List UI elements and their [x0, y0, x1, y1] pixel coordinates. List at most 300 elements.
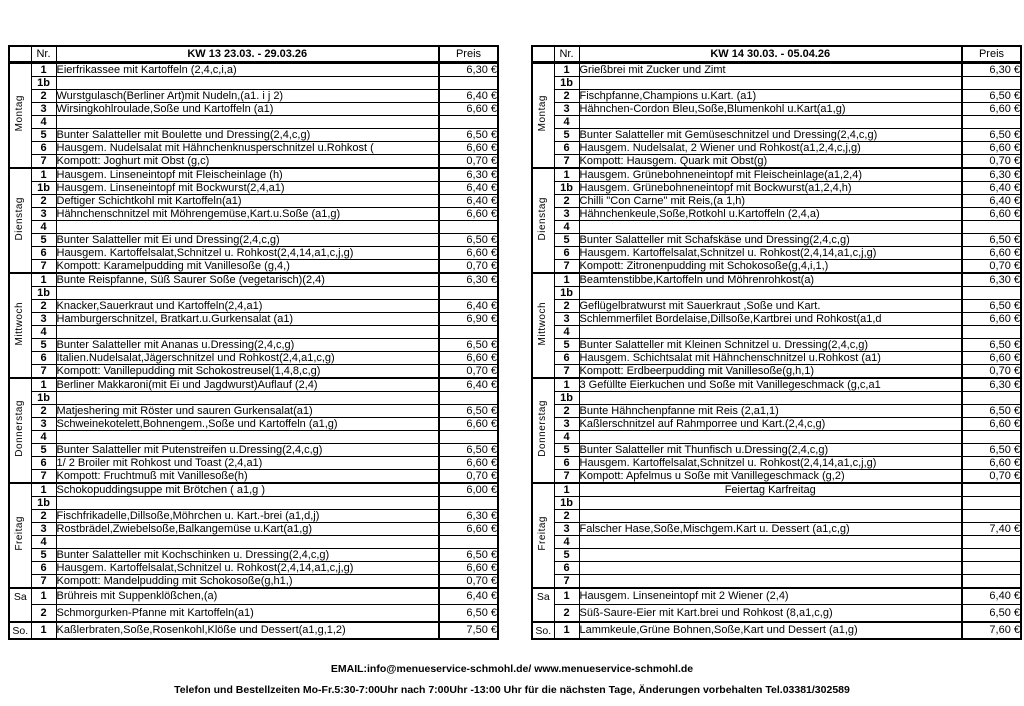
dish-price: 6,00 € [439, 483, 498, 497]
menu-row [9, 128, 498, 141]
header-day-spacer [532, 46, 554, 62]
menu-row [9, 220, 498, 233]
dish-name: Kompott: Erdbeerpudding mit Vanillesoße(g,h,1) [579, 364, 962, 378]
dish-name [56, 496, 439, 509]
row-number: 3 [31, 102, 56, 115]
row-number: 2 [554, 509, 579, 522]
row-number: 6 [31, 561, 56, 574]
menu-row [9, 443, 498, 456]
menu-row [9, 535, 498, 548]
menu-table-week-2 [531, 45, 1022, 640]
day-label: Donnerstag [14, 400, 26, 457]
menu-row [9, 115, 498, 128]
menu-row [532, 378, 1021, 392]
dish-name [579, 325, 962, 338]
row-number: 2 [554, 299, 579, 312]
dish-name: Hamburgerschnitzel, Bratkart.u.Gurkensalat (a1) [56, 312, 439, 325]
dish-price [439, 430, 498, 443]
menu-row [9, 259, 498, 273]
dish-price: 7,40 € [962, 522, 1021, 535]
dish-price: 6,60 € [439, 207, 498, 220]
dish-name: Bunter Salatteller mit Ei und Dressing(2,4,c,g) [56, 233, 439, 246]
menu-row [9, 299, 498, 312]
row-number: 1 [31, 588, 56, 605]
dish-price: 6,60 € [439, 522, 498, 535]
dish-price: 0,70 € [439, 259, 498, 273]
dish-price: 6,60 € [439, 141, 498, 154]
row-number: 1 [554, 378, 579, 392]
menu-row [9, 364, 498, 378]
row-number: 2 [554, 194, 579, 207]
table-header-row [9, 46, 498, 62]
dish-name: Fischpfanne,Champions u.Kart. (a1) [579, 89, 962, 102]
dish-price: 6,50 € [962, 338, 1021, 351]
menu-row [532, 496, 1021, 509]
dish-price: 6,50 € [439, 404, 498, 417]
menu-row [532, 404, 1021, 417]
menu-row [532, 548, 1021, 561]
dish-name: Hausgem. Grünebohneneintopf mit Fleischeinlage(a1,2,4) [579, 168, 962, 182]
dish-price: 6,60 € [439, 102, 498, 115]
row-number: 1 [31, 378, 56, 392]
dish-name: Hausgem. Linseneintopf mit Bockwurst(2,4,a1) [56, 181, 439, 194]
dish-name: Hähnchenschnitzel mit Möhrengemüse,Kart.u.Soße (a1,g) [56, 207, 439, 220]
dish-name: Hausgem. Kartoffelsalat,Schnitzel u. Rohkost(2,4,14,a1,c,j,g) [579, 456, 962, 469]
menu-row [9, 338, 498, 351]
menu-row [532, 561, 1021, 574]
dish-name: Fischfrikadelle,Dillsoße,Möhrchen u. Kart.-brei (a1,d,j) [56, 509, 439, 522]
dish-name: Beamtenstibbe,Kartoffeln und Möhrenrohkost(a) [579, 273, 962, 287]
row-number: 2 [31, 404, 56, 417]
menu-row [532, 233, 1021, 246]
dish-price [439, 220, 498, 233]
dish-price: 6,50 € [962, 443, 1021, 456]
dish-name: Kompott: Karamelpudding mit Vanillesoße (g,4,) [56, 259, 439, 273]
row-number: 1b [31, 76, 56, 89]
dish-name [579, 509, 962, 522]
menu-row [532, 246, 1021, 259]
row-number: 1b [554, 181, 579, 194]
dish-name: Wurstgulasch(Berliner Art)mit Nudeln,(a1. i j 2) [56, 89, 439, 102]
row-number: 6 [554, 456, 579, 469]
dish-price [962, 574, 1021, 588]
row-number: 1 [31, 622, 56, 639]
menu-row [532, 588, 1021, 605]
menu-row [532, 325, 1021, 338]
row-number: 1 [554, 62, 579, 76]
dish-name [579, 115, 962, 128]
menu-row [532, 622, 1021, 639]
dish-name: Deftiger Schichtkohl mit Kartoffeln(a1) [56, 194, 439, 207]
dish-price: 0,70 € [962, 259, 1021, 273]
menu-row [532, 168, 1021, 182]
menu-row [532, 299, 1021, 312]
footer-email-line: EMAIL:info@menueservice-schmohl.de/ www.menueservice-schmohl.de [330, 663, 694, 675]
menu-row [9, 605, 498, 622]
dish-price: 6,60 € [962, 102, 1021, 115]
day-label: Dienstag [537, 196, 549, 241]
day-label-cell [9, 483, 31, 588]
row-number: 7 [31, 469, 56, 483]
day-label: Freitag [14, 516, 26, 551]
row-number: 7 [31, 574, 56, 588]
row-number: 1 [554, 168, 579, 182]
row-number: 6 [554, 141, 579, 154]
menu-row [532, 456, 1021, 469]
dish-price: 6,40 € [962, 588, 1021, 605]
menu-row [9, 89, 498, 102]
dish-price: 6,60 € [962, 141, 1021, 154]
day-label-cell [532, 273, 554, 378]
dish-price [962, 535, 1021, 548]
dish-price: 6,40 € [439, 194, 498, 207]
dish-name: Lammkeule,Grüne Bohnen,Soße,Kart und Dessert (a1,g) [579, 622, 962, 639]
dish-price [962, 391, 1021, 404]
dish-name [56, 391, 439, 404]
dish-price: 6,30 € [962, 273, 1021, 287]
row-number: 5 [31, 128, 56, 141]
dish-price [439, 286, 498, 299]
menu-row [9, 207, 498, 220]
row-number: 7 [554, 574, 579, 588]
dish-price [439, 535, 498, 548]
row-number: 6 [554, 351, 579, 364]
dish-price: 0,70 € [439, 574, 498, 588]
menu-row [9, 548, 498, 561]
row-number: 1 [554, 622, 579, 639]
menu-row [9, 417, 498, 430]
row-number: 5 [31, 443, 56, 456]
row-number: 6 [31, 246, 56, 259]
menu-row [532, 535, 1021, 548]
row-number: 5 [554, 128, 579, 141]
menu-row [532, 273, 1021, 287]
day-label-cell [9, 273, 31, 378]
row-number: 4 [554, 325, 579, 338]
row-number: 6 [31, 351, 56, 364]
dish-price [439, 496, 498, 509]
dish-name [579, 548, 962, 561]
dish-name: Feiertag Karfreitag [579, 483, 962, 497]
menu-row [9, 246, 498, 259]
row-number: 1 [31, 168, 56, 182]
dish-name [579, 76, 962, 89]
day-label-cell [9, 622, 31, 639]
dish-price [439, 76, 498, 89]
menu-row [532, 351, 1021, 364]
row-number: 3 [31, 207, 56, 220]
dish-name [579, 561, 962, 574]
dish-name: Italien.Nudelsalat,Jägerschnitzel und Rohkost(2,4,a1,c,g) [56, 351, 439, 364]
row-number: 5 [554, 548, 579, 561]
menu-row [9, 351, 498, 364]
row-number: 5 [31, 548, 56, 561]
day-label: Montag [537, 95, 549, 132]
dish-price: 6,60 € [962, 246, 1021, 259]
row-number: 7 [31, 154, 56, 168]
menu-row [9, 509, 498, 522]
dish-price: 0,70 € [962, 154, 1021, 168]
dish-name: Matjeshering mit Röster und sauren Gurkensalat(a1) [56, 404, 439, 417]
dish-name [579, 430, 962, 443]
menu-row [9, 378, 498, 392]
dish-name: Bunte Reispfanne, Süß Saurer Soße (vegetarisch)(2,4) [56, 273, 439, 287]
row-number: 2 [554, 605, 579, 622]
dish-price: 6,60 € [962, 207, 1021, 220]
dish-name: 3 Gefüllte Eierkuchen und Soße mit Vanillegeschmack (g,c,a1 [579, 378, 962, 392]
day-label-cell [532, 378, 554, 483]
dish-price: 6,60 € [962, 351, 1021, 364]
dish-price [962, 548, 1021, 561]
menu-row [532, 220, 1021, 233]
menu-row [532, 102, 1021, 115]
row-number: 3 [31, 312, 56, 325]
dish-name: Bunter Salatteller mit Thunfisch u.Dressing(2,4,c,g) [579, 443, 962, 456]
dish-name: Knacker,Sauerkraut und Kartoffeln(2,4,a1) [56, 299, 439, 312]
dish-price: 6,40 € [962, 181, 1021, 194]
day-label-cell [532, 62, 554, 168]
row-number: 4 [554, 220, 579, 233]
header-price: Preis [439, 46, 498, 62]
row-number: 1 [554, 483, 579, 497]
dish-name: Bunter Salatteller mit Kochschinken u. Dressing(2,4,c,g) [56, 548, 439, 561]
dish-name: Kompott: Hausgem. Quark mit Obst(g) [579, 154, 962, 168]
row-number: 5 [31, 338, 56, 351]
header-nr: Nr. [554, 46, 579, 62]
dish-price: 7,60 € [962, 622, 1021, 639]
menu-row [9, 168, 498, 182]
row-number: 6 [554, 561, 579, 574]
dish-name: Hausgem. Grünebohneneintopf mit Bockwurst(a1,2,4,h) [579, 181, 962, 194]
dish-name: Kompott: Joghurt mit Obst (g,c) [56, 154, 439, 168]
row-number: 4 [554, 535, 579, 548]
dish-price: 6,50 € [962, 299, 1021, 312]
menu-row [532, 89, 1021, 102]
row-number: 1b [554, 286, 579, 299]
row-number: 1b [554, 391, 579, 404]
dish-name: Schweinekotelett,Bohnengem.,Soße und Kartoffeln (a1,g) [56, 417, 439, 430]
row-number: 7 [31, 364, 56, 378]
menu-row [532, 62, 1021, 76]
dish-price: 0,70 € [439, 469, 498, 483]
table-header-row [532, 46, 1021, 62]
menu-row [9, 62, 498, 76]
dish-price: 6,30 € [439, 168, 498, 182]
menu-row [9, 430, 498, 443]
row-number: 4 [31, 325, 56, 338]
day-label-cell [532, 168, 554, 273]
row-number: 3 [554, 417, 579, 430]
menu-row [532, 443, 1021, 456]
row-number: 3 [554, 522, 579, 535]
row-number: 2 [31, 194, 56, 207]
dish-price: 0,70 € [439, 364, 498, 378]
dish-price: 6,30 € [962, 378, 1021, 392]
menu-row [9, 469, 498, 483]
dish-price: 7,50 € [439, 622, 498, 639]
menu-row [532, 312, 1021, 325]
dish-name: Kaßlerschnitzel auf Rahmporree und Kart.(2,4,c,g) [579, 417, 962, 430]
dish-price: 6,50 € [962, 233, 1021, 246]
menu-row [9, 273, 498, 287]
menu-row [532, 207, 1021, 220]
dish-name: Grießbrei mit Zucker und Zimt [579, 62, 962, 76]
dish-price: 0,70 € [962, 364, 1021, 378]
row-number: 2 [31, 605, 56, 622]
day-label: So. [535, 624, 552, 637]
menu-row [532, 574, 1021, 588]
dish-price [962, 561, 1021, 574]
dish-name: Bunter Salatteller mit Gemüseschnitzel und Dressing(2,4,c,g) [579, 128, 962, 141]
row-number: 4 [554, 115, 579, 128]
dish-name: Kompott: Apfelmus u Soße mit Vanillegeschmack (g,2) [579, 469, 962, 483]
menu-row [9, 391, 498, 404]
menu-row [9, 561, 498, 574]
dish-price [439, 325, 498, 338]
dish-name [56, 76, 439, 89]
dish-name: Bunter Salatteller mit Boulette und Dressing(2,4,c,g) [56, 128, 439, 141]
dish-name [579, 391, 962, 404]
dish-name: Hausgem. Schichtsalat mit Hähnchenschnitzel u.Rohkost (a1) [579, 351, 962, 364]
row-number: 2 [31, 509, 56, 522]
dish-name: Bunte Hähnchenpfanne mit Reis (2,a1,1) [579, 404, 962, 417]
header-day-spacer [9, 46, 31, 62]
dish-price: 6,30 € [962, 168, 1021, 182]
menu-row [532, 181, 1021, 194]
dish-name: Hausgem. Kartoffelsalat,Schnitzel u. Rohkost(2,4,14,a1,c,j,g) [56, 246, 439, 259]
menu-row [532, 391, 1021, 404]
menu-row [532, 154, 1021, 168]
dish-price: 6,50 € [439, 338, 498, 351]
row-number: 4 [31, 115, 56, 128]
dish-name: Bunter Salatteller mit Putenstreifen u.Dressing(2,4,c,g) [56, 443, 439, 456]
dish-price: 6,40 € [439, 588, 498, 605]
menu-row [532, 76, 1021, 89]
menu-row [9, 141, 498, 154]
menu-row [532, 483, 1021, 497]
dish-price: 6,60 € [439, 246, 498, 259]
day-label: Sa [13, 590, 27, 603]
footer-phone-line: Telefon und Bestellzeiten Mo-Fr.5:30-7:00Uhr nach 7:00Uhr -13:00 Uhr für die nächsten Tage, Änderungen vorbehalten Tel.03381/302589 [174, 684, 850, 696]
day-label: Mittwoch [537, 301, 549, 346]
day-label: So. [12, 624, 29, 637]
dish-name: Bunter Salatteller mit Ananas u.Dressing(2,4,c,g) [56, 338, 439, 351]
day-label-cell [532, 622, 554, 639]
row-number: 5 [31, 233, 56, 246]
day-label-cell [9, 168, 31, 273]
dish-price: 6,60 € [439, 456, 498, 469]
dish-price: 6,30 € [439, 509, 498, 522]
menu-row [532, 522, 1021, 535]
day-label: Dienstag [14, 196, 26, 241]
table-title: KW 13 23.03. - 29.03.26 [56, 46, 439, 62]
dish-price [962, 483, 1021, 497]
row-number: 7 [554, 469, 579, 483]
menu-row [532, 605, 1021, 622]
menu-row [532, 469, 1021, 483]
dish-name: Wirsingkohlroulade,Soße und Kartoffeln (a1) [56, 102, 439, 115]
dish-price [962, 325, 1021, 338]
dish-name: Rostbrädel,Zwiebelsoße,Balkangemüse u.Kart(a1,g) [56, 522, 439, 535]
menu-row [9, 102, 498, 115]
row-number: 1 [31, 273, 56, 287]
menu-row [9, 522, 498, 535]
dish-price: 6,40 € [439, 89, 498, 102]
menu-row [9, 622, 498, 639]
dish-price: 6,30 € [439, 62, 498, 76]
dish-name: Hausgem. Kartoffelsalat,Schnitzel u. Rohkost(2,4,14,a1,c,j,g) [579, 246, 962, 259]
day-label: Sa [536, 590, 550, 603]
menu-row [9, 286, 498, 299]
menu-row [532, 128, 1021, 141]
row-number: 1b [554, 76, 579, 89]
menu-row [532, 115, 1021, 128]
dish-price: 0,70 € [439, 154, 498, 168]
dish-price [962, 220, 1021, 233]
row-number: 2 [31, 299, 56, 312]
menu-row [9, 404, 498, 417]
menu-row [9, 181, 498, 194]
dish-name: Hausgem. Nudelsalat mit Hähnchenknusperschnitzel u.Rohkost ( [56, 141, 439, 154]
dish-price: 6,50 € [439, 605, 498, 622]
dish-price [962, 115, 1021, 128]
dish-name: Hähnchenkeule,Soße,Rotkohl u.Kartoffeln (2,4,a) [579, 207, 962, 220]
dish-name: Bunter Salatteller mit Kleinen Schnitzel u. Dressing(2,4,c,g) [579, 338, 962, 351]
row-number: 2 [31, 89, 56, 102]
dish-name: Geflügelbratwurst mit Sauerkraut ,Soße und Kart. [579, 299, 962, 312]
row-number: 7 [554, 154, 579, 168]
header-price: Preis [962, 46, 1021, 62]
dish-price: 6,50 € [962, 89, 1021, 102]
dish-price: 6,50 € [439, 548, 498, 561]
dish-name [56, 325, 439, 338]
row-number: 1b [31, 181, 56, 194]
row-number: 5 [554, 443, 579, 456]
dish-price: 6,50 € [439, 128, 498, 141]
dish-name: Eierfrikassee mit Kartoffeln (2,4,c,i,a) [56, 62, 439, 76]
dish-name: Schmorgurken-Pfanne mit Kartoffeln(a1) [56, 605, 439, 622]
dish-name: Hausgem. Kartoffelsalat,Schnitzel u. Rohkost(2,4,14,a1,c,j,g) [56, 561, 439, 574]
row-number: 4 [554, 430, 579, 443]
row-number: 4 [31, 535, 56, 548]
dish-name: Berliner Makkaroni(mit Ei und Jagdwurst)Auflauf (2,4) [56, 378, 439, 392]
row-number: 1b [31, 496, 56, 509]
dish-name [579, 496, 962, 509]
menu-table-week-1 [8, 45, 499, 640]
row-number: 3 [31, 522, 56, 535]
menu-tables [8, 45, 1022, 640]
dish-name [579, 574, 962, 588]
dish-price: 6,50 € [439, 233, 498, 246]
dish-name [56, 115, 439, 128]
dish-name: Kompott: Vanillepudding mit Schokostreusel(1,4,8,c,g) [56, 364, 439, 378]
menu-row [532, 430, 1021, 443]
row-number: 1b [31, 391, 56, 404]
row-number: 5 [554, 338, 579, 351]
dish-price: 6,90 € [439, 312, 498, 325]
dish-price: 0,70 € [962, 469, 1021, 483]
dish-price: 6,50 € [962, 605, 1021, 622]
dish-name [579, 220, 962, 233]
menu-row [9, 456, 498, 469]
day-label: Freitag [537, 516, 549, 551]
dish-price [962, 496, 1021, 509]
row-number: 7 [554, 364, 579, 378]
menu-row [9, 574, 498, 588]
menu-row [9, 483, 498, 497]
dish-name: Brühreis mit Suppenklößchen,(a) [56, 588, 439, 605]
day-label-cell [9, 588, 31, 622]
